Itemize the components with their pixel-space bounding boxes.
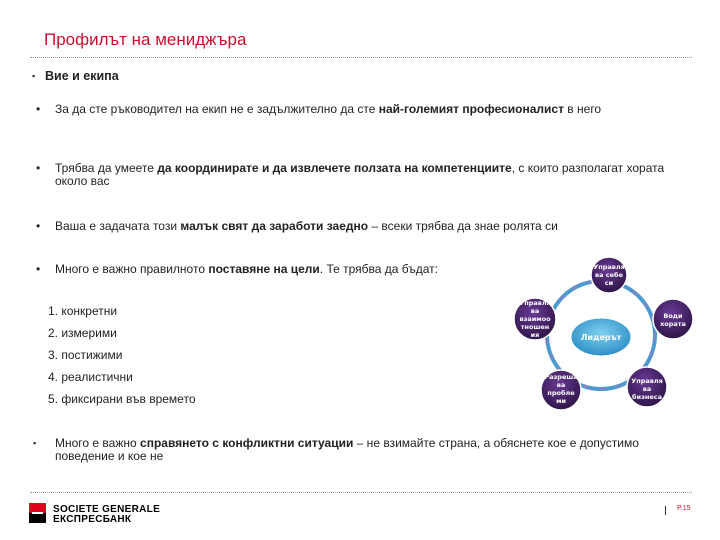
logo-icon	[29, 503, 46, 523]
node-people	[653, 299, 693, 339]
leadership-cycle-diagram	[505, 255, 705, 415]
square-bullet: ▪	[33, 438, 37, 448]
center-label: Лидерът	[580, 333, 622, 342]
node-business	[627, 367, 667, 407]
svg-text:си: си	[604, 279, 614, 287]
svg-text:хората: хората	[660, 320, 686, 328]
svg-text:Управля: Управля	[593, 263, 625, 271]
goals-list	[48, 303, 196, 413]
dot-bullet: •	[36, 161, 41, 175]
page-number: P.15	[677, 505, 691, 512]
goal-item: 2. измерими	[48, 326, 117, 340]
goal-item: 4. реалистични	[48, 370, 133, 384]
svg-text:ия: ия	[530, 331, 540, 339]
logo-line-1: SOCIETE GENERALE	[53, 504, 161, 515]
svg-text:ва: ва	[556, 381, 566, 389]
node-self	[591, 257, 627, 293]
title-divider	[30, 57, 692, 58]
svg-text:ва: ва	[642, 385, 652, 393]
bullet-text-1: За да сте ръководител на екип не е задължително да сте най-големият професионалист в него	[55, 102, 602, 116]
dot-bullet: •	[36, 219, 41, 233]
svg-text:Води: Води	[663, 312, 683, 320]
logo-line-2: ЕКСПРЕСБАНК	[53, 514, 132, 525]
goal-item: 5. фиксирани във времето	[48, 392, 196, 406]
bullet-text-4: Много е важно правилното поставяне на цели. Те трябва да бъдат:	[55, 262, 438, 276]
page-separator	[665, 506, 666, 515]
goal-item: 3. постижими	[48, 348, 123, 362]
goal-item: 1. конкретни	[48, 304, 118, 318]
dot-bullet: •	[36, 102, 41, 116]
svg-text:Управля: Управля	[631, 377, 663, 385]
dot-bullet: •	[36, 262, 41, 276]
svg-text:Управля: Управля	[519, 299, 551, 307]
svg-text:ва: ва	[530, 307, 540, 315]
bullet-text-2: Трябва да умеете да координирате и да извлечете ползата на компетенциите, с които разполагат хората около вас	[55, 161, 665, 188]
bullet-text-3: Ваша е задачата този малък свят да заработи заедно – всеки трябва да знае ролята си	[55, 219, 558, 233]
svg-text:тношен: тношен	[520, 323, 550, 331]
svg-text:ми: ми	[556, 397, 566, 405]
square-bullet: ▪	[32, 71, 36, 81]
footer-divider	[30, 492, 692, 493]
conflict-bullet-text: Много е важно справянето с конфликтни ситуации – не взимайте страна, а обяснете кое е допустимо поведение и кое не	[55, 436, 639, 463]
node-problems	[541, 370, 581, 410]
svg-text:Разреша: Разреша	[544, 373, 578, 381]
svg-text:бизнеса: бизнеса	[631, 393, 663, 401]
svg-text:взаимоо: взаимоо	[519, 315, 551, 323]
svg-text:пробле: пробле	[547, 389, 575, 397]
slide-title: Профилът на мениджъра	[44, 30, 247, 49]
section-heading: Вие и екипа	[45, 69, 119, 83]
node-relations	[514, 298, 556, 340]
svg-text:ва себе: ва себе	[595, 271, 623, 279]
